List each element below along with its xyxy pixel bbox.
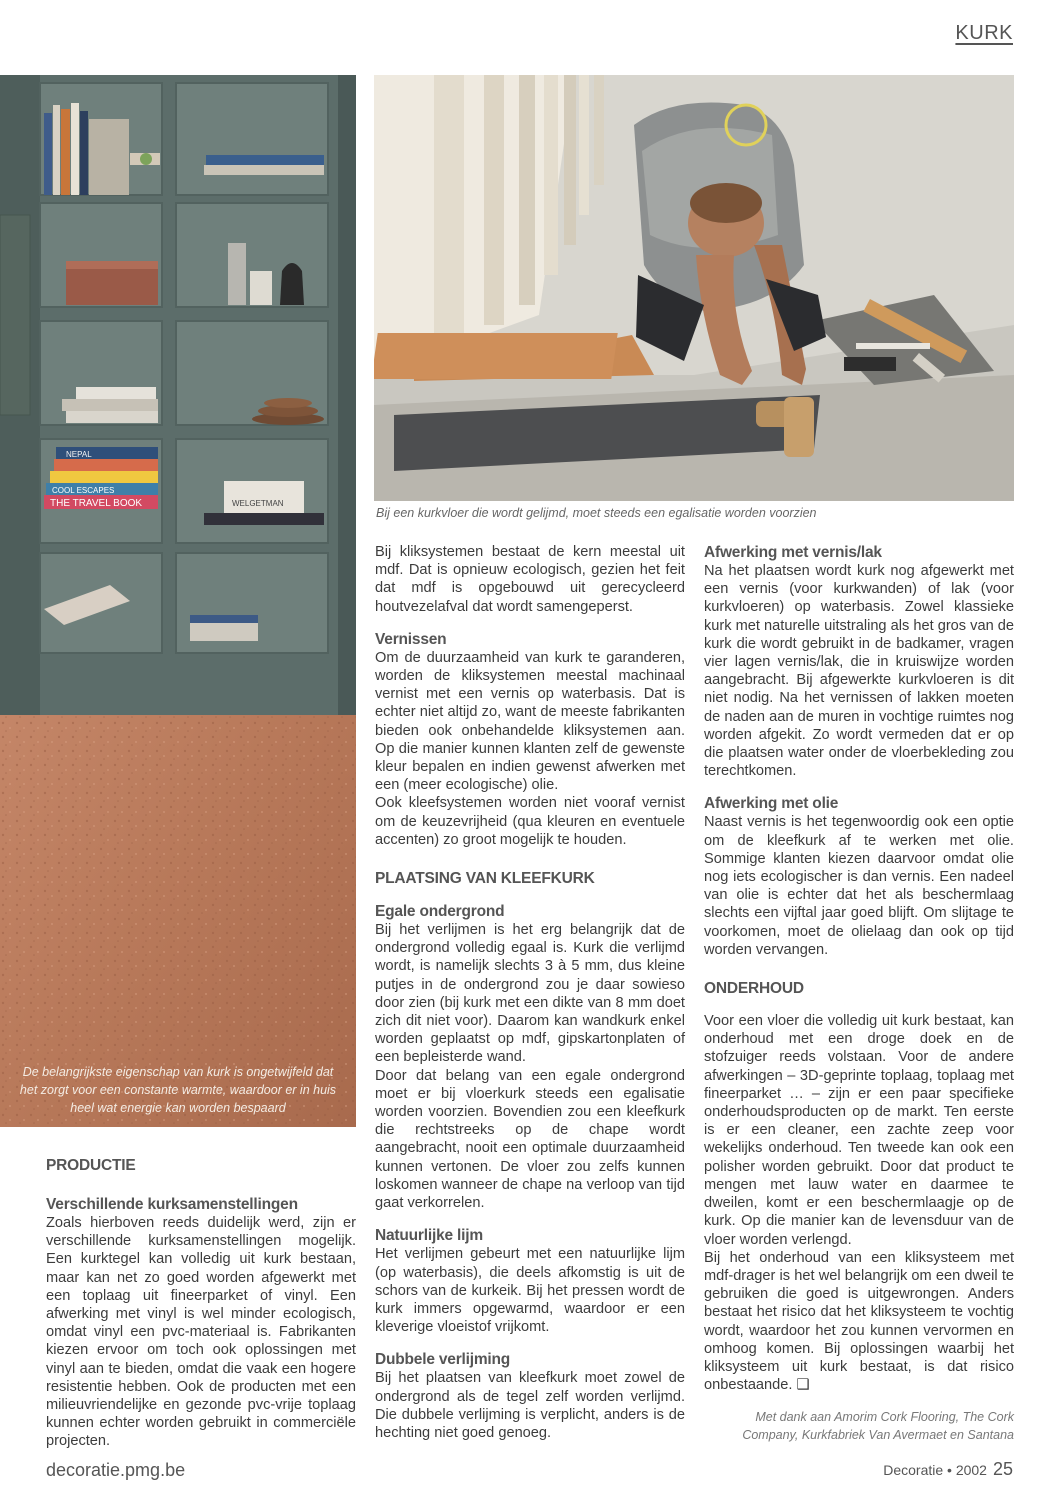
paragraph-onderhoud-1: Voor een vloer die volledig uit kurk bestaat, kan onderhoud met een droge doek en de stofzuiger reeds volstaan. Voor de andere afwerkingen – 3D-geprinte toplaag, toplaag met fineerparket … – zijn er een paar specifieke onderhoudsproducten op de markt. Ten eerste is er een cleaner, een zachte zeep voor wekelijks onderhoud. Ten tweede kan ook een polisher worden gebruikt. Door dat product te mengen met lauw water en daarmee te dweilen, komt er een beschermlaagje op de kurk. Op die manier kan de levensduur van de vloer worden verlengd. <box>704 1013 1014 1248</box>
subheading-vernissen: Vernissen <box>375 630 447 648</box>
subheading-egale-ondergrond: Egale ondergrond <box>375 903 505 921</box>
footer-magazine-name: Decoratie • 2002 <box>883 1462 987 1478</box>
paragraph-vernissen-1: Om de duurzaamheid van kurk te garanderen, worden de kliksystemen meestal machinaal vernist met een vernis op waterbasis. Dat is echter niet altijd zo, want de meeste fabrikanten bieden ook onbehandelde kliksystemen aan. Op die manier kunnen klanten zelf de gewenste kleur bepalen en indien gewenst afwerken met een (meer ecologische) olie. <box>375 649 685 794</box>
column-right <box>704 543 1014 1444</box>
footer-website[interactable]: decoratie.pmg.be <box>46 1460 186 1480</box>
footer-magazine-info <box>883 1459 1013 1480</box>
paragraph-afwerking-vernis: Na het plaatsen wordt kurk nog afgewerkt met een vernis (voor kurkwanden) of lak (voor kurkvloeren) op waterbasis. Zowel klassieke kurk met naturelle uitstraling als het gros van de kurk die wordt gebruikt in de badkamer, vragen vier lagen vernis/lak, die in kruiswijze worden aangebracht. Bij afgewerkte kurkvloeren is dit niet nodig. Na het vernissen of lakken moeten de naden aan de muren in vochtige ruimtes nog worden afgekit. Zo wordt vermeden dat er op die plaatsen water onder de vloerbekleding zou terechtkomen. <box>704 563 1014 780</box>
end-mark-icon: ❑ <box>796 1377 810 1394</box>
subheading-dubbele-verlijming: Dubbele verlijming <box>375 1351 511 1369</box>
photo-worker-laying-cork <box>374 75 1014 501</box>
column-left <box>46 1156 356 1451</box>
paragraph-dubbele-verlijming: Bij het plaatsen van kleefkurk moet zowel de ondergrond als de tegel zelf worden verlijmd. Die dubbele verlijming is verplicht, anders is de hechting niet goed genoeg. <box>375 1370 685 1441</box>
column-middle <box>375 543 685 1442</box>
acknowledgement: Met dank aan Amorim Cork Flooring, The Cork Company, Kurkfabriek Van Avermaet en Santana <box>742 1410 1014 1443</box>
paragraph-natuurlijke-lijm: Het verlijmen gebeurt met een natuurlijke lijm (op waterbasis), die deels afkomstig is uit de schors van de kurkeik. Bij het pressen wordt de kurk immers opgewarmd, waardoor er een kleverige vloeistof vrijkomt. <box>375 1246 685 1336</box>
photo-caption-right: Bij een kurkvloer die wordt gelijmd, moet steeds een egalisatie worden voorzien <box>376 506 817 520</box>
box-label: WELGETMAN <box>232 499 284 508</box>
page-number: 25 <box>992 1459 1013 1479</box>
book-spine-cool-escapes: COOL ESCAPES <box>52 486 115 495</box>
section-title-plaatsing: PLAATSING VAN KLEEFKURK <box>375 870 595 888</box>
paragraph-afwerking-olie: Naast vernis is het tegenwoordig ook een optie om de kleefkurk af te werken met olie. Sommige klanten kiezen daarvoor omdat olie nog iets ecologischer is dan vernis. Een nadeel van olie is echter dat het als beschermlaag slechts een vijftal jaar goed blijft. Om slijtage te voorkomen, moet de olielaag dan ook op tijd worden vervangen. <box>704 814 1014 958</box>
book-spine-travel-book: THE TRAVEL BOOK <box>50 498 143 509</box>
paragraph-kurksamenstellingen: Zoals hierboven reeds duidelijk werd, zijn er verschillende kurksamenstellingen mogelijk. Een kurktegel kan volledig uit kurk bestaan, maar kan net zo goed worden afgewerkt met een toplaag uit fineerparket of vinyl. Een afwerking met vinyl is wel minder ecologisch, omdat vinyl een pvc-materiaal is. Fabrikanten kiezen ervoor om toch ook oplossingen met vinyl aan te bieden, omdat die vaak een hogere resistentie hebben. Ook de producten met een milieuvriendelijke en gezonde pvc-vrije toplaag kunnen echter worden gebruikt in commerciële projecten. <box>46 1215 356 1450</box>
subheading-afwerking-vernis: Afwerking met vernis/lak <box>704 544 882 561</box>
worker-illustration <box>374 75 1014 501</box>
paragraph-egale-2: Door dat belang van een egale ondergrond moet er bij vloerkurk steeds een egalisatie worden voorzien. Bovendien zou een kleefkurk die rechtstreeks op de chape wordt aangebracht, nooit een optimale duurzaamheid kunnen vertonen. De vloer zou zelfs kunnen loskomen wanneer de chape na verloop van tijd gaat verkorrelen. <box>375 1067 685 1212</box>
photo-bookcase-cork-floor <box>0 75 356 1127</box>
paragraph-onderhoud-2-text: Bij het onderhoud van een kliksysteem met mdf-drager is het wel belangrijk om een dweil te gebruiken die goed is uitgewrongen. Anders bestaat het risico dat het kliksysteem te vochtig wordt, waardoor het zou kunnen vervormen en omhoog komen. Bij oplossingen waarbij het kliksysteem uit kurk bestaat, is dat risico onbestaande. <box>704 1249 1014 1394</box>
subheading-natuurlijke-lijm: Natuurlijke lijm <box>375 1227 483 1245</box>
subheading-afwerking-olie: Afwerking met olie <box>704 795 839 813</box>
paragraph-onderhoud-2 <box>704 1249 1014 1395</box>
section-title-productie: PRODUCTIE <box>46 1157 136 1174</box>
subheading-kurksamenstellingen: Verschillende kurksamenstellingen <box>46 1196 298 1213</box>
section-label: KURK <box>955 22 1013 44</box>
bookcase-illustration <box>0 75 356 1127</box>
book-spine-nepal: NEPAL <box>66 450 92 459</box>
paragraph-kliksystemen-intro: Bij kliksystemen bestaat de kern meestal uit mdf. Dat is opnieuw ecologisch, gezien het feit dat mdf is opgebouwd uit gerecycleerd houtvezelafval dat wordt samengeperst. <box>375 544 685 615</box>
photo-caption-left: De belangrijkste eigenschap van kurk is ongetwijfeld dat het zorgt voor een constante warmte, waardoor er in huis heel wat energie kan worden bespaard <box>19 1065 337 1115</box>
paragraph-egale-1: Bij het verlijmen is het erg belangrijk dat de ondergrond volledig egaal is. Kurk die verlijmd wordt, is namelijk slechts 3 à 5 mm, dus kleine putjes in de ondergrond zou je daar sowieso door zien (bij kurk met een dikte van 8 mm doet zich dit niet voor). Daarom kan wandkurk enkel worden geplaatst op mdf, gipskartonplaten of een bepleisterde wand. <box>375 922 685 1066</box>
section-title-onderhoud: ONDERHOUD <box>704 980 804 998</box>
paragraph-vernissen-2: Ook kleefsystemen worden niet vooraf vernist om de keuzevrijheid (qua kleuren en eventuele accenten) zo groot mogelijk te houden. <box>375 795 685 848</box>
